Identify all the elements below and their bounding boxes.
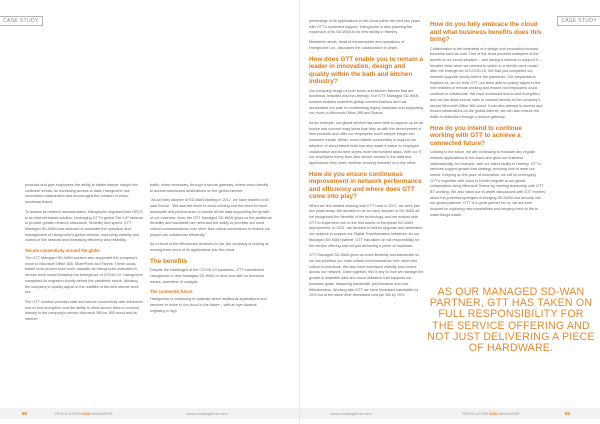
- right-page-column-2: [430, 19, 546, 223]
- question-heading: How do you ensure continuous improvement in network performance and efficiency and where does GTT come into play?: [309, 170, 422, 201]
- publication-suffix: MAGAZINE: [90, 411, 113, 416]
- subheading: Secure connectivity around the globe: [25, 248, 100, 254]
- paragraph: Hamgroche is continuing to evaluate which additional applications and services to move to the cloud in the future – with an eye towards migrating a high: [150, 297, 267, 313]
- paragraph: "As an early adopter of SD-WAN starting in 2017, we have learned a lot," said Scholz. "We saw the move to cloud coming and the need for more bandwidth and performance to handle all the data supporting the growth of our business. Now, the GTT Managed SD-WAN gives us the additional flexibility and bandwidth we need and the ability to prioritise our most critical communications over other less critical connections to ensure our people can collaborate efficiently.": [150, 198, 272, 237]
- publication-prefix: RESOLUTION: [462, 411, 490, 416]
- paragraph: To assess its network transformation, Hamgroche migrated from MPLS to an internet-based solution, leveraging GTT's global Tier 1 IP network to provide greater network assurance, flexibility and speed. GTT Managed SD-WAN was selected to automate the operation and management of Hamgroche's global network, improving visibility and control of the network and increasing efficiency and reliability.: [25, 209, 144, 243]
- paragraph: traffic, when necessary, through a secure gateway, where users identify to access sanctioned destinations on the global internet.: [150, 183, 269, 193]
- page-number: 80: [22, 411, 28, 416]
- footer-left: [0, 408, 299, 419]
- paragraph: Collaboration is the heartbeat of a design and innovation-focused business such as ours. One of the most powerful examples of the benefit of our cloud adoption – and having a network to support it – became clear when we needed to switch to a remote work model after the emergence of COVID-19. We had just completed our network upgrade shortly before the pandemic. Our preparations enabled us, as our trust GTT, our team able to quickly adjust to the new realities of remote working and ensure our employees could continue to collaborate. We have enhanced end-to-end encryption and we can allow secure sites to connect directly to the company's secure Microsoft Office 365 cloud. It can also attempt to access and trusted destinations on the global internet, we can also ensure the traffic is redirected through a secure gateway.: [430, 46, 543, 119]
- pull-quote: AS OUR MANAGED SD-WAN PARTNER, GTT HAS TAKEN ON FULL RESPONSIBILITY FOR THE SERVICE OFFERING AND NOT JUST DELIVERING A PIECE OF HARDWARE.: [427, 286, 595, 355]
- paragraph: As an example, our global service has been able to support us as we evolve and connect easy ideas that help us with the development of new products and offer our employees much deeper insight into customer trends. Better, more reliable connectivity to support our adoption of cloud-based tools has also made it easier to employee collaboration across time zones more harmonised tasks. With our IT, our employees every from also secure access to the data and applications they need, whether working remotely or in the office.: [309, 121, 424, 165]
- left-page-column-2: [150, 183, 272, 318]
- publication-suffix: MAGAZINE: [497, 411, 520, 416]
- paragraph: The GTT Managed SD-WAN solution also supported the company's move to Microsoft Office 365, SharePoint and Teams. These cloud-based tools proved even more valuable as Hamgroche mandated a remote work model following the emergence of COVID-19. Hamgroche completed its migration shortly before the pandemic struck, allowing the company to quickly adjust to the realities of the new remote work era.: [25, 256, 143, 295]
- page-number: 81: [565, 411, 571, 416]
- case-study-tab-left: CASE STUDY: [0, 16, 43, 26]
- publication-brand: CXO: [82, 411, 91, 416]
- publication-brand: CXO: [489, 411, 498, 416]
- case-study-tab-right: CASE STUDY: [557, 16, 600, 26]
- paragraph: Looking to the future, we are continuing to evaluate any regular network applications to the cloud and grow our business internationally, for example, with our latest facility in Hamley. GTT's services support growth that strategy, evolving how to meet our needs. Keeping up the pace of innovation, we will be leveraging GTT's expertise with cloud to further migrate to our global collaboration using Microsoft Teams by meeting leadership with GTT BT working. We also value our in-depth discussions with GTT experts about the potential synergies of bringing SD-WAN and security into our global platform. GTT is a great partner for us, we are both focused on exploring new possibilities and bringing them to life to make things easier.: [430, 150, 546, 217]
- paragraph: GTT Managed SD-WAN gives us extra flexibility and bandwidth so we can prioritise our most critical communications over other less critical connections. We also have increased visibility and control across our network. Used together, this is key to how we manage the growth in available data and cloud utilisation that supports our business goals, balancing bandwidth, performance and cost effectiveness. Working with GTT we have increased bandwidth by 10% but at the same time decreased cost per Mb by 70%.: [309, 253, 424, 298]
- question-heading: How do you intend to continue working with GTT to achieve a connected future?: [430, 124, 522, 147]
- website-url[interactable]: www.cxoinsightme.com: [330, 411, 372, 416]
- section-heading: The benefits: [150, 257, 188, 265]
- paragraph: products and give employees the ability to obtain deeper insight into customer trends, its increasing access to data, Hamgroche has successful collaboration and encouraged the creation of cross-functional teams.: [25, 183, 138, 205]
- page-spine: [299, 0, 300, 424]
- paragraph: As a result of the efficiencies achieved so far, the company is looking at moving even more of its applications into the cloud.: [150, 242, 269, 253]
- left-page-column-1: [25, 183, 143, 327]
- right-page-column-1: [309, 19, 424, 303]
- paragraph: percentage of its applications to the cloud within the next two years with GTT's continued support. Hamgroche is also planning the expansion of its SD-WAN to its new facility in Hamley.: [309, 19, 421, 35]
- footer-right: [300, 408, 600, 419]
- website-url[interactable]: www.cxoinsightme.com: [186, 411, 228, 416]
- question-heading: How does GTT enable you to remain a leader in innovation, design and quality within the bath and kitchen industry?: [309, 55, 424, 86]
- publication-name: [462, 408, 520, 419]
- paragraph: When we first started working with GTT back in 2017, we were just two years away. We decided to be an early adopter of SD-WAN as we recognised the benefits of the technology, and we worked with GTT to implement one of the first waves of European SD-WAN deployments. In 2021, we decided to further upgrade and streamline our network to support our Digital Transformation initiatives. As our Managed SD-WAN partner, GTT has taken on full responsibility for the service offering and not just delivering a piece of hardware.: [309, 203, 423, 248]
- paragraph: Despite the challenges of the COVID-19 pandemic, GTT transitioned Hamgroche to new Managed SD-WAN on time and with no technical issues, downtime or outages.: [150, 268, 264, 284]
- paragraph: Our company design is both iconic and kitchen fixtures that are functional, beautiful and eco-friendly. Our GTT Managed SD-WAN solution enables seamless global communications and has accelerated our path to modernising legacy hardware and supporting our move to Microsoft Office 365 and Teams.: [309, 88, 424, 116]
- publication-prefix: RESOLUTION: [55, 411, 83, 416]
- question-heading: How do you fully embrace the cloud and what business benefits does this bring?: [430, 21, 542, 43]
- paragraph: The GTT solution provides safe and secure connectivity with enhanced end-to-end encryption and the ability to allow secure sites to connect directly to the company's secure Microsoft 365 for 365 cloud and its internet: [25, 299, 143, 322]
- publication-name: [55, 408, 113, 419]
- paragraph: Meantime needs, head of infrastructure and operations of Hamgroche Ltd., discusses the collaboration in depth.: [309, 40, 405, 50]
- subheading: The connected future: [150, 289, 193, 295]
